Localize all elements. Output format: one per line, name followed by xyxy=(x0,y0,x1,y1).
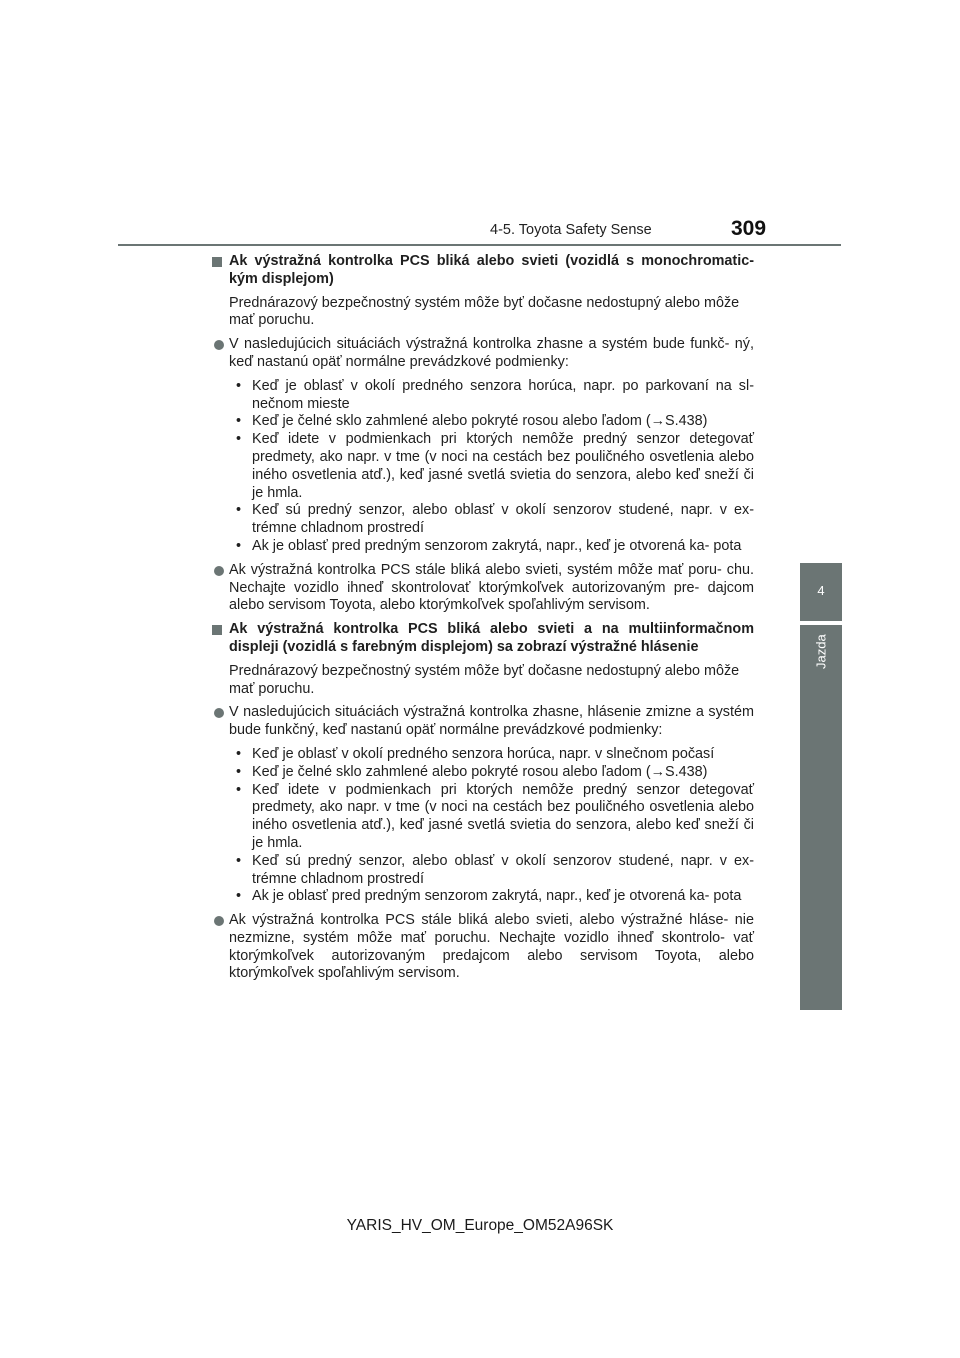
chapter-tab xyxy=(800,563,842,621)
page-number: 309 xyxy=(731,217,767,240)
section-heading-text: Ak výstražná kontrolka PCS bliká alebo svieti a na multiinformačnom displeji (vozidlá s farebným displejom) sa zobrazí výstražné hlásenie xyxy=(229,621,754,655)
list-item-text: Keď sú predný senzor, alebo oblasť v okolí senzorov studené, napr. v ex- trémne chladnom prostredí xyxy=(252,502,754,537)
circle-bullet-icon xyxy=(214,916,224,926)
list-item xyxy=(210,746,754,764)
chapter-tab-label: Jazda xyxy=(813,634,829,670)
list-item xyxy=(210,502,754,538)
dot-bullet-icon: • xyxy=(236,763,242,780)
circle-bullet-icon xyxy=(214,708,224,718)
list-item xyxy=(210,782,754,853)
dot-bullet-icon: • xyxy=(236,431,242,448)
list-item-text: Ak je oblasť pred predným senzorom zakrytá, napr., keď je otvorená ka- pota xyxy=(252,888,742,905)
header-divider xyxy=(118,244,841,246)
list-item-text: Keď je čelné sklo zahmlené alebo pokryté rosou alebo ľadom (→S.438) xyxy=(252,763,708,780)
header-section-title: 4-5. Toyota Safety Sense xyxy=(490,222,652,238)
dot-bullet-icon: • xyxy=(236,888,242,905)
section-color-display xyxy=(210,621,754,983)
circle-item-text: Ak výstražná kontrolka PCS stále bliká alebo svieti, alebo výstražné hláse- nie nezmizne, systém môže mať poruchu. Nechajte vozidlo ihneď skontrolo- vať ktorýmkoľvek autorizovaným predajcom alebo servisom Toyota, alebo ktorýmkoľvek spoľahlivým servisom. xyxy=(229,912,754,982)
condition-list xyxy=(210,378,754,556)
page-content xyxy=(210,253,754,989)
circle-item xyxy=(210,912,754,983)
circle-item-text: Ak výstražná kontrolka PCS stále bliká alebo svieti, systém môže mať poru- chu. Nechajte vozidlo ihneď skontrolovať ktorýmkoľvek autorizovaným pre- dajcom alebo servisom Toyota, alebo ktorýmkoľvek spoľahlivým servisom. xyxy=(229,561,754,614)
list-item xyxy=(210,431,754,502)
list-item-text: Keď je oblasť v okolí predného senzora horúca, napr. v slnečnom počasí xyxy=(252,745,715,762)
section-monochrome-display xyxy=(210,253,754,615)
list-item xyxy=(210,888,754,906)
section-intro: Prednárazový bezpečnostný systém môže byť dočasne nedostupný alebo môže mať poruchu. xyxy=(229,294,740,329)
circle-item-text: V nasledujúcich situáciách výstražná kontrolka zhasne a systém bude funkč- ný, keď nastanú opäť normálne prevádzkové podmienky: xyxy=(229,336,754,370)
dot-bullet-icon: • xyxy=(236,852,242,869)
chapter-tab-strip xyxy=(800,625,842,1010)
list-item-text: Ak je oblasť pred predným senzorom zakrytá, napr., keď je otvorená ka- pota xyxy=(252,537,742,554)
list-item-text: Keď idete v podmienkach pri ktorých nemôže predný senzor detegovať predmety, ako napr. v tme (v noci na cestách bez pouličného osvetlenia alebo iného osvetlenia atď.), keď jasné svetlá svietia do senzora, alebo keď sneží či je hmla. xyxy=(252,781,754,851)
square-bullet-icon xyxy=(212,625,222,635)
section-heading xyxy=(210,621,754,657)
circle-item xyxy=(210,704,754,740)
dot-bullet-icon: • xyxy=(236,781,242,798)
dot-bullet-icon: • xyxy=(236,413,242,430)
circle-item xyxy=(210,562,754,615)
dot-bullet-icon: • xyxy=(236,377,242,394)
list-item xyxy=(210,538,754,556)
circle-bullet-icon xyxy=(214,340,224,350)
dot-bullet-icon: • xyxy=(236,745,242,762)
list-item xyxy=(210,764,754,782)
circle-item xyxy=(210,336,754,372)
section-heading xyxy=(210,253,754,289)
list-item-text: Keď sú predný senzor, alebo oblasť v okolí senzorov studené, napr. v ex- trémne chladnom prostredí xyxy=(252,852,754,887)
square-bullet-icon xyxy=(212,257,222,267)
circle-bullet-icon xyxy=(214,566,224,576)
section-intro: Prednárazový bezpečnostný systém môže byť dočasne nedostupný alebo môže mať poruchu. xyxy=(229,662,740,697)
list-item-text: Keď je čelné sklo zahmlené alebo pokryté rosou alebo ľadom (→S.438) xyxy=(252,413,708,430)
footer-doc-id: YARIS_HV_OM_Europe_OM52A96SK xyxy=(346,1217,614,1234)
circle-item-text: V nasledujúcich situáciách výstražná kontrolka zhasne, hlásenie zmizne a systém bude funkčný, keď nastanú opäť normálne prevádzkové podmienky: xyxy=(229,704,754,739)
list-item xyxy=(210,853,754,889)
dot-bullet-icon: • xyxy=(236,502,242,519)
condition-list xyxy=(210,746,754,906)
list-item xyxy=(210,378,754,414)
list-item-text: Keď idete v podmienkach pri ktorých nemôže predný senzor detegovať predmety, ako napr. v tme (v noci na cestách bez pouličného osvetlenia alebo iného osvetlenia atď.), keď jasné svetlá svietia do senzora, alebo keď sneží či je hmla. xyxy=(252,431,754,501)
section-heading-text: Ak výstražná kontrolka PCS bliká alebo svieti (vozidlá s monochromatic- kým displejom) xyxy=(229,253,754,287)
list-item xyxy=(210,413,754,431)
dot-bullet-icon: • xyxy=(236,537,242,554)
list-item-text: Keď je oblasť v okolí predného senzora horúca, napr. po parkovaní na sl- nečnom mieste xyxy=(252,377,754,412)
chapter-tab-number: 4 xyxy=(817,583,825,598)
